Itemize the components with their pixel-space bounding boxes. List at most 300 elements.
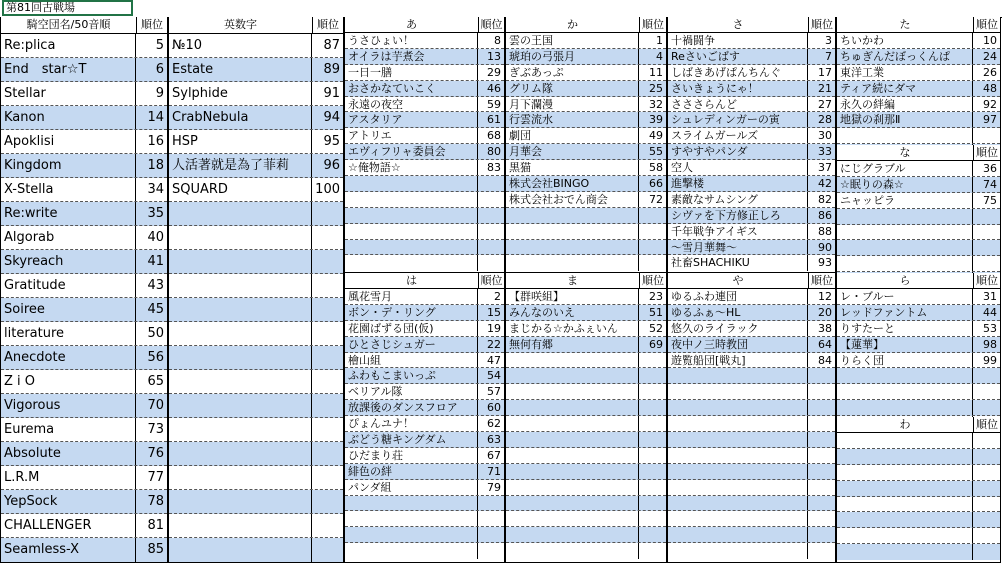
team-name-cell[interactable] — [169, 442, 312, 465]
team-name-cell[interactable] — [506, 368, 639, 383]
rank-cell[interactable]: 20 — [818, 305, 832, 319]
team-name-cell[interactable]: 檜山組 — [345, 353, 478, 368]
rank-cell[interactable] — [312, 202, 343, 225]
rank-cell[interactable] — [478, 240, 504, 255]
rank-cell[interactable] — [312, 514, 343, 537]
team-name-cell[interactable]: Reさいごばす — [668, 49, 808, 64]
team-name-cell[interactable]: Apoklisi — [1, 130, 136, 153]
team-name-cell[interactable]: 月下瀾漫 — [506, 97, 639, 112]
rank-cell[interactable]: 40 — [147, 230, 164, 245]
team-name-cell[interactable]: さささらんど — [668, 97, 808, 112]
team-name-cell[interactable] — [837, 433, 973, 448]
team-name-cell[interactable] — [345, 192, 478, 207]
team-name-cell[interactable]: ベリアル隊 — [345, 384, 478, 399]
rank-cell[interactable] — [808, 416, 835, 431]
header-name-cell[interactable]: 騎空団名/50音順 — [1, 17, 137, 33]
rank-cell[interactable]: 16 — [147, 134, 164, 149]
rank-cell[interactable]: 2 — [494, 290, 501, 303]
rank-cell[interactable] — [639, 527, 666, 542]
rank-cell[interactable] — [312, 226, 343, 249]
team-name-cell[interactable]: CrabNebula — [169, 106, 312, 129]
team-name-cell[interactable]: 雲の王国 — [506, 33, 639, 48]
rank-cell[interactable] — [639, 208, 666, 223]
header-rank-cell[interactable]: 順位 — [480, 18, 503, 31]
team-name-cell[interactable]: 東洋工業 — [837, 65, 973, 80]
team-name-cell[interactable]: 進撃楼 — [668, 176, 808, 191]
rank-cell[interactable] — [312, 298, 343, 321]
rank-cell[interactable]: 46 — [487, 81, 501, 95]
rank-cell[interactable]: 83 — [487, 161, 501, 175]
rank-cell[interactable] — [808, 543, 835, 559]
rank-cell[interactable] — [639, 464, 666, 479]
rank-cell[interactable]: 99 — [983, 353, 997, 367]
team-name-cell[interactable]: Algorab — [1, 226, 136, 249]
rank-cell[interactable]: 1 — [656, 34, 663, 47]
rank-cell[interactable]: 13 — [487, 49, 501, 63]
rank-cell[interactable]: 23 — [649, 290, 663, 303]
rank-cell[interactable]: 27 — [818, 97, 832, 111]
team-name-cell[interactable]: ちゅぎんだぼっくんぱ — [837, 49, 973, 64]
team-name-cell[interactable]: CHALLENGER — [1, 514, 136, 537]
rank-cell[interactable]: 25 — [649, 81, 663, 95]
team-name-cell[interactable] — [169, 274, 312, 297]
team-name-cell[interactable]: 行雲流水 — [506, 112, 639, 127]
rank-cell[interactable]: 37 — [818, 161, 832, 175]
rank-cell[interactable] — [639, 400, 666, 415]
rank-cell[interactable]: 50 — [147, 326, 164, 341]
team-name-cell[interactable]: Estate — [169, 58, 312, 81]
team-name-cell[interactable]: Stellar — [1, 82, 136, 105]
rank-cell[interactable]: 82 — [818, 192, 832, 206]
rank-cell[interactable]: 95 — [323, 134, 340, 149]
team-name-cell[interactable] — [668, 448, 808, 463]
team-name-cell[interactable]: ティア続にダマ — [837, 81, 973, 96]
rank-cell[interactable]: 42 — [818, 177, 832, 191]
rank-cell[interactable]: 89 — [323, 62, 340, 77]
rank-cell[interactable]: 33 — [818, 145, 832, 159]
rank-cell[interactable]: 35 — [147, 206, 164, 221]
team-name-cell[interactable]: ☆俺物語☆ — [345, 160, 478, 175]
team-name-cell[interactable]: 永遠の夜空 — [345, 97, 478, 112]
rank-cell[interactable] — [312, 346, 343, 369]
rank-cell[interactable] — [312, 490, 343, 513]
rank-cell[interactable]: 64 — [818, 337, 832, 351]
team-name-cell[interactable] — [837, 384, 973, 399]
rank-cell[interactable]: 22 — [487, 337, 501, 351]
header-name-cell[interactable]: は — [345, 273, 479, 288]
team-name-cell[interactable] — [169, 418, 312, 441]
team-name-cell[interactable]: Skyreach — [1, 250, 136, 273]
team-name-cell[interactable] — [668, 480, 808, 495]
team-name-cell[interactable] — [668, 432, 808, 447]
team-name-cell[interactable]: L.R.M — [1, 466, 136, 489]
rank-cell[interactable]: 3 — [825, 34, 832, 47]
rank-cell[interactable]: 81 — [147, 518, 164, 533]
team-name-cell[interactable] — [668, 416, 808, 431]
team-name-cell[interactable] — [506, 353, 639, 368]
team-name-cell[interactable]: エヴィフリャ委員会 — [345, 144, 478, 159]
team-name-cell[interactable]: 夜中ノ三時教団 — [668, 337, 808, 352]
team-name-cell[interactable]: Anecdote — [1, 346, 136, 369]
rank-cell[interactable]: 18 — [147, 158, 164, 173]
rank-cell[interactable]: 69 — [649, 337, 663, 351]
header-rank-cell[interactable]: 順位 — [976, 418, 998, 431]
header-name-cell[interactable]: た — [837, 17, 974, 32]
rank-cell[interactable]: 53 — [983, 321, 997, 335]
rank-cell[interactable]: 52 — [649, 321, 663, 335]
rank-cell[interactable]: 55 — [649, 145, 663, 159]
rank-cell[interactable]: 41 — [147, 254, 164, 269]
team-name-cell[interactable] — [506, 527, 639, 542]
rank-cell[interactable]: 78 — [147, 494, 164, 509]
rank-cell[interactable] — [478, 192, 504, 207]
team-name-cell[interactable]: しばきあげぱんちんぐ — [668, 65, 808, 80]
team-name-cell[interactable] — [837, 400, 973, 415]
team-name-cell[interactable] — [345, 543, 478, 559]
rank-cell[interactable]: 31 — [983, 290, 997, 303]
team-name-cell[interactable]: 緋色の絆 — [345, 464, 478, 479]
team-name-cell[interactable] — [837, 128, 973, 143]
rank-cell[interactable]: 34 — [147, 182, 164, 197]
team-name-cell[interactable] — [169, 346, 312, 369]
header-name-cell[interactable]: や — [668, 273, 809, 288]
team-name-cell[interactable] — [506, 240, 639, 255]
team-name-cell[interactable]: Seamless-X — [1, 538, 136, 562]
rank-cell[interactable]: 80 — [487, 145, 501, 159]
rank-cell[interactable]: 43 — [147, 278, 164, 293]
rank-cell[interactable] — [808, 384, 835, 399]
rank-cell[interactable] — [808, 527, 835, 542]
rank-cell[interactable]: 28 — [818, 113, 832, 127]
rank-cell[interactable]: 87 — [323, 38, 340, 53]
rank-cell[interactable] — [478, 208, 504, 223]
team-name-cell[interactable]: 【群咲組】 — [506, 289, 639, 304]
team-name-cell[interactable]: №10 — [169, 34, 312, 57]
rank-cell[interactable] — [973, 528, 1000, 543]
rank-cell[interactable]: 92 — [983, 97, 997, 111]
team-name-cell[interactable]: ちいかわ — [837, 33, 973, 48]
team-name-cell[interactable]: 素敵なサムシング — [668, 192, 808, 207]
rank-cell[interactable]: 32 — [649, 97, 663, 111]
team-name-cell[interactable]: 遊覧船団[戦丸] — [668, 353, 808, 368]
team-name-cell[interactable] — [506, 511, 639, 526]
rank-cell[interactable]: 12 — [818, 290, 832, 303]
rank-cell[interactable]: 58 — [649, 161, 663, 175]
rank-cell[interactable] — [312, 322, 343, 345]
team-name-cell[interactable]: オイラは芋煮会 — [345, 49, 478, 64]
rank-cell[interactable] — [478, 527, 504, 542]
team-name-cell[interactable] — [837, 544, 973, 560]
team-name-cell[interactable]: アトリエ — [345, 128, 478, 143]
team-name-cell[interactable]: ひだまり荘 — [345, 448, 478, 463]
team-name-cell[interactable]: おさかなていこく — [345, 81, 478, 96]
rank-cell[interactable] — [639, 448, 666, 463]
rank-cell[interactable] — [973, 209, 1000, 224]
team-name-cell[interactable]: Z i O — [1, 370, 136, 393]
team-name-cell[interactable] — [668, 511, 808, 526]
rank-cell[interactable]: 86 — [818, 208, 832, 222]
team-name-cell[interactable] — [506, 416, 639, 431]
team-name-cell[interactable] — [345, 208, 478, 223]
rank-cell[interactable]: 60 — [487, 401, 501, 415]
rank-cell[interactable]: 30 — [818, 129, 832, 143]
team-name-cell[interactable] — [169, 370, 312, 393]
rank-cell[interactable] — [973, 128, 1000, 143]
team-name-cell[interactable] — [169, 226, 312, 249]
rank-cell[interactable]: 26 — [983, 65, 997, 79]
rank-cell[interactable]: 38 — [818, 321, 832, 335]
team-name-cell[interactable]: literature — [1, 322, 136, 345]
team-name-cell[interactable]: 地獄の刹那Ⅱ — [837, 112, 973, 127]
team-name-cell[interactable]: ニャッピラ — [837, 193, 973, 208]
rank-cell[interactable] — [973, 240, 1000, 255]
team-name-cell[interactable] — [506, 384, 639, 399]
rank-cell[interactable]: 19 — [487, 321, 501, 335]
team-name-cell[interactable]: りらく団 — [837, 353, 973, 368]
rank-cell[interactable] — [639, 511, 666, 526]
rank-cell[interactable] — [312, 418, 343, 441]
rank-cell[interactable]: 96 — [323, 158, 340, 173]
team-name-cell[interactable] — [837, 209, 973, 224]
team-name-cell[interactable]: すやすやパンダ — [668, 144, 808, 159]
team-name-cell[interactable]: シヴァを下方修正しろ — [668, 208, 808, 223]
team-name-cell[interactable]: YepSock — [1, 490, 136, 513]
team-name-cell[interactable] — [506, 543, 639, 559]
rank-cell[interactable]: 4 — [656, 49, 663, 63]
header-rank-cell[interactable]: 順位 — [976, 274, 998, 287]
team-name-cell[interactable] — [506, 496, 639, 511]
rank-cell[interactable]: 29 — [487, 65, 501, 79]
header-rank-cell[interactable]: 順位 — [811, 274, 833, 287]
team-name-cell[interactable]: アスタリア — [345, 112, 478, 127]
rank-cell[interactable] — [808, 400, 835, 415]
rank-cell[interactable]: 56 — [147, 350, 164, 365]
rank-cell[interactable] — [639, 496, 666, 511]
team-name-cell[interactable]: HSP — [169, 130, 312, 153]
rank-cell[interactable] — [639, 480, 666, 495]
rank-cell[interactable] — [973, 368, 1000, 383]
team-name-cell[interactable] — [837, 528, 973, 543]
header-name-cell[interactable]: あ — [345, 17, 479, 32]
rank-cell[interactable]: 74 — [983, 177, 997, 191]
rank-cell[interactable] — [973, 465, 1000, 480]
team-name-cell[interactable] — [169, 490, 312, 513]
team-name-cell[interactable]: まじかる☆かふぇいん — [506, 321, 639, 336]
name-box-cell[interactable]: 第81回古戦場 — [2, 0, 133, 16]
rank-cell[interactable] — [312, 370, 343, 393]
team-name-cell[interactable]: レ・ブルー — [837, 289, 973, 304]
rank-cell[interactable]: 15 — [487, 305, 501, 319]
rank-cell[interactable]: 10 — [983, 34, 997, 47]
team-name-cell[interactable]: 風花雪月 — [345, 289, 478, 304]
rank-cell[interactable] — [312, 466, 343, 489]
team-name-cell[interactable] — [345, 240, 478, 255]
team-name-cell[interactable]: 人活著就是為了菲莉 — [169, 154, 312, 177]
team-name-cell[interactable] — [345, 496, 478, 511]
rank-cell[interactable]: 21 — [818, 81, 832, 95]
rank-cell[interactable]: 68 — [487, 129, 501, 143]
team-name-cell[interactable]: 社畜SHACHIKU — [668, 255, 808, 271]
rank-cell[interactable] — [639, 240, 666, 255]
team-name-cell[interactable]: ぎぶあっぷ — [506, 65, 639, 80]
rank-cell[interactable] — [808, 496, 835, 511]
rank-cell[interactable]: 79 — [487, 480, 501, 494]
rank-cell[interactable]: 61 — [487, 113, 501, 127]
team-name-cell[interactable]: 月華会 — [506, 144, 639, 159]
team-name-cell[interactable]: Soiree — [1, 298, 136, 321]
rank-cell[interactable]: 77 — [147, 470, 164, 485]
rank-cell[interactable] — [639, 224, 666, 239]
header-name-cell[interactable]: ら — [837, 273, 974, 288]
team-name-cell[interactable] — [169, 322, 312, 345]
team-name-cell[interactable]: 千年戦争アイギス — [668, 224, 808, 239]
header-rank-cell[interactable]: 順位 — [811, 18, 833, 31]
team-name-cell[interactable] — [506, 464, 639, 479]
team-name-cell[interactable]: End star☆T — [1, 58, 136, 81]
rank-cell[interactable]: 76 — [147, 446, 164, 461]
team-name-cell[interactable] — [169, 466, 312, 489]
rank-cell[interactable] — [808, 432, 835, 447]
rank-cell[interactable] — [312, 538, 343, 562]
rank-cell[interactable] — [639, 368, 666, 383]
team-name-cell[interactable] — [837, 512, 973, 527]
rank-cell[interactable]: 48 — [983, 81, 997, 95]
rank-cell[interactable]: 84 — [818, 353, 832, 367]
team-name-cell[interactable]: スライムガールズ — [668, 128, 808, 143]
rank-cell[interactable]: 57 — [487, 385, 501, 399]
rank-cell[interactable]: 98 — [983, 337, 997, 351]
team-name-cell[interactable]: Re:write — [1, 202, 136, 225]
rank-cell[interactable]: 11 — [649, 65, 663, 79]
rank-cell[interactable]: 54 — [487, 369, 501, 383]
team-name-cell[interactable]: ☆眠りの森☆ — [837, 177, 973, 192]
team-name-cell[interactable]: 琥珀の弓張月 — [506, 49, 639, 64]
rank-cell[interactable]: 36 — [983, 162, 997, 175]
team-name-cell[interactable]: SQUARD — [169, 178, 312, 201]
rank-cell[interactable] — [478, 496, 504, 511]
team-name-cell[interactable]: ふわもこまいっぷ — [345, 368, 478, 383]
team-name-cell[interactable] — [668, 543, 808, 559]
rank-cell[interactable]: 8 — [494, 34, 501, 47]
rank-cell[interactable] — [312, 274, 343, 297]
rank-cell[interactable] — [639, 384, 666, 399]
rank-cell[interactable]: 17 — [818, 65, 832, 79]
team-name-cell[interactable]: うさひょい！ — [345, 33, 478, 48]
rank-cell[interactable] — [639, 416, 666, 431]
rank-cell[interactable]: 6 — [155, 62, 164, 77]
team-name-cell[interactable]: さいきょうにゃ！ — [668, 81, 808, 96]
team-name-cell[interactable]: にじグラブル — [837, 161, 973, 176]
header-name-cell[interactable]: 英数字 — [169, 17, 313, 33]
team-name-cell[interactable]: パンダ組 — [345, 480, 478, 495]
rank-cell[interactable] — [639, 255, 666, 271]
rank-cell[interactable]: 88 — [818, 224, 832, 238]
team-name-cell[interactable] — [506, 448, 639, 463]
rank-cell[interactable]: 5 — [155, 38, 164, 53]
team-name-cell[interactable] — [837, 465, 973, 480]
team-name-cell[interactable] — [668, 527, 808, 542]
rank-cell[interactable] — [973, 400, 1000, 415]
header-rank-cell[interactable]: 順位 — [642, 18, 664, 31]
rank-cell[interactable]: 100 — [315, 182, 340, 197]
rank-cell[interactable] — [973, 544, 1000, 560]
team-name-cell[interactable]: 黒猫 — [506, 160, 639, 175]
header-name-cell[interactable]: な — [837, 145, 974, 160]
team-name-cell[interactable]: 花園ばずる団(仮) — [345, 321, 478, 336]
team-name-cell[interactable] — [506, 208, 639, 223]
team-name-cell[interactable]: Absolute — [1, 442, 136, 465]
team-name-cell[interactable]: ゆるふぁ～HL — [668, 305, 808, 320]
team-name-cell[interactable]: 【蓮華】 — [837, 337, 973, 352]
team-name-cell[interactable] — [345, 511, 478, 526]
team-name-cell[interactable]: Kanon — [1, 106, 136, 129]
rank-cell[interactable] — [973, 497, 1000, 512]
rank-cell[interactable] — [312, 442, 343, 465]
rank-cell[interactable] — [639, 353, 666, 368]
rank-cell[interactable] — [808, 480, 835, 495]
header-rank-cell[interactable]: 順位 — [141, 18, 163, 31]
team-name-cell[interactable]: 悠久のライラック — [668, 321, 808, 336]
rank-cell[interactable] — [478, 255, 504, 271]
rank-cell[interactable] — [973, 225, 1000, 240]
rank-cell[interactable] — [808, 511, 835, 526]
rank-cell[interactable]: 66 — [649, 177, 663, 191]
team-name-cell[interactable] — [837, 368, 973, 383]
team-name-cell[interactable] — [169, 538, 312, 562]
rank-cell[interactable]: 63 — [487, 433, 501, 447]
rank-cell[interactable]: 62 — [487, 417, 501, 431]
rank-cell[interactable]: 73 — [147, 422, 164, 437]
rank-cell[interactable] — [478, 543, 504, 559]
rank-cell[interactable] — [478, 176, 504, 191]
team-name-cell[interactable]: 一日一膳 — [345, 65, 478, 80]
team-name-cell[interactable]: ～雪月華舞～ — [668, 240, 808, 255]
team-name-cell[interactable] — [169, 202, 312, 225]
rank-cell[interactable] — [808, 368, 835, 383]
team-name-cell[interactable] — [837, 481, 973, 496]
rank-cell[interactable] — [973, 512, 1000, 527]
team-name-cell[interactable]: Eurema — [1, 418, 136, 441]
rank-cell[interactable] — [973, 433, 1000, 448]
team-name-cell[interactable]: シュレディンガーの寅 — [668, 112, 808, 127]
header-name-cell[interactable]: か — [506, 17, 640, 32]
rank-cell[interactable]: 9 — [155, 86, 164, 101]
rank-cell[interactable] — [639, 543, 666, 559]
rank-cell[interactable]: 59 — [487, 97, 501, 111]
team-name-cell[interactable]: 永久の絆編 — [837, 97, 973, 112]
header-rank-cell[interactable]: 順位 — [317, 18, 339, 31]
team-name-cell[interactable] — [668, 384, 808, 399]
team-name-cell[interactable]: Vigorous — [1, 394, 136, 417]
team-name-cell[interactable]: Kingdom — [1, 154, 136, 177]
team-name-cell[interactable]: X-Stella — [1, 178, 136, 201]
team-name-cell[interactable]: 劇団 — [506, 128, 639, 143]
rank-cell[interactable]: 75 — [983, 193, 997, 207]
team-name-cell[interactable]: ゆるふわ連団 — [668, 289, 808, 304]
team-name-cell[interactable] — [345, 527, 478, 542]
team-name-cell[interactable] — [506, 480, 639, 495]
header-rank-cell[interactable]: 順位 — [976, 18, 998, 31]
header-name-cell[interactable]: わ — [837, 417, 974, 432]
team-name-cell[interactable] — [506, 224, 639, 239]
rank-cell[interactable]: 93 — [818, 256, 832, 270]
header-name-cell[interactable]: さ — [668, 17, 809, 32]
rank-cell[interactable]: 70 — [147, 398, 164, 413]
team-name-cell[interactable] — [506, 400, 639, 415]
team-name-cell[interactable] — [169, 250, 312, 273]
rank-cell[interactable]: 49 — [649, 129, 663, 143]
team-name-cell[interactable]: ぶどう糖キングダム — [345, 432, 478, 447]
